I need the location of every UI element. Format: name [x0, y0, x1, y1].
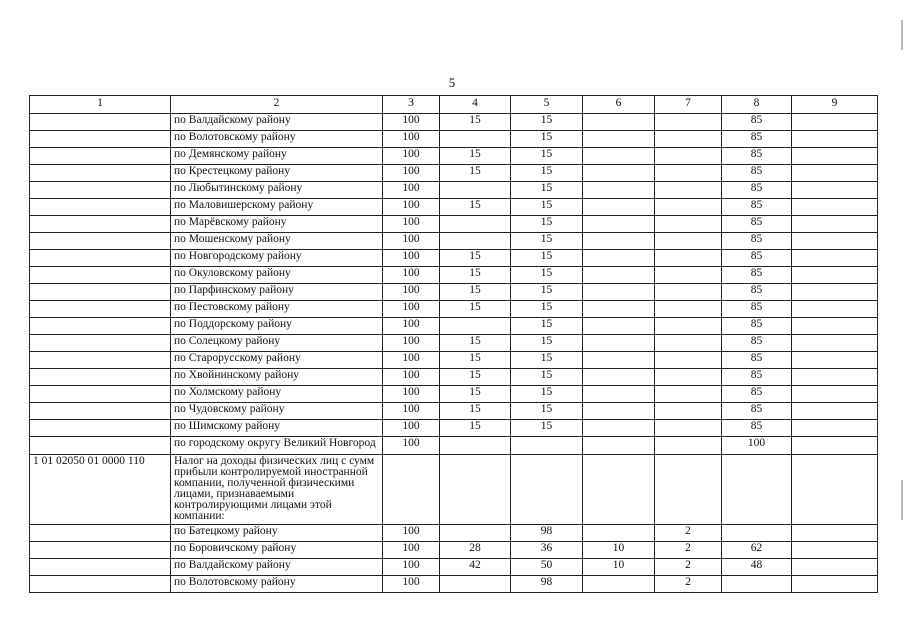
value-cell: 100 — [383, 437, 440, 455]
value-cell — [655, 386, 722, 403]
value-cell: 15 — [511, 165, 583, 182]
value-cell: 15 — [511, 233, 583, 250]
value-cell: 85 — [722, 267, 792, 284]
value-cell: 85 — [722, 250, 792, 267]
code-cell — [30, 267, 171, 284]
value-cell: 100 — [383, 216, 440, 233]
table-row — [30, 525, 878, 542]
name-cell: по Пестовскому району — [171, 301, 383, 318]
value-cell: 100 — [383, 403, 440, 420]
code-cell — [30, 284, 171, 301]
value-cell: 100 — [383, 386, 440, 403]
name-cell: по Мошенскому району — [171, 233, 383, 250]
value-cell — [792, 576, 878, 593]
value-cell — [440, 131, 511, 148]
code-cell — [30, 576, 171, 593]
value-cell: 15 — [511, 131, 583, 148]
code-cell — [30, 386, 171, 403]
value-cell — [792, 369, 878, 386]
value-cell — [583, 233, 655, 250]
value-cell — [792, 250, 878, 267]
value-cell: 85 — [722, 318, 792, 335]
value-cell: 10 — [583, 542, 655, 559]
table-row — [30, 148, 878, 165]
value-cell — [655, 165, 722, 182]
table-row — [30, 114, 878, 131]
column-header: 7 — [655, 96, 722, 114]
value-cell — [583, 114, 655, 131]
table-row — [30, 437, 878, 455]
table-row — [30, 250, 878, 267]
value-cell — [583, 369, 655, 386]
value-cell: 98 — [511, 525, 583, 542]
table-row — [30, 199, 878, 216]
value-cell — [655, 131, 722, 148]
value-cell: 15 — [440, 267, 511, 284]
scan-edge-mark — [901, 480, 903, 520]
value-cell — [792, 386, 878, 403]
value-cell: 15 — [440, 420, 511, 437]
value-cell — [792, 559, 878, 576]
value-cell: 85 — [722, 369, 792, 386]
value-cell — [583, 525, 655, 542]
value-cell — [792, 318, 878, 335]
value-cell: 100 — [383, 301, 440, 318]
value-cell: 10 — [583, 559, 655, 576]
value-cell — [722, 525, 792, 542]
value-cell — [792, 301, 878, 318]
code-cell — [30, 301, 171, 318]
value-cell — [792, 455, 878, 525]
value-cell — [383, 455, 440, 525]
table-row — [30, 182, 878, 199]
name-cell: по Новгородскому району — [171, 250, 383, 267]
value-cell: 100 — [383, 233, 440, 250]
value-cell — [655, 250, 722, 267]
table-row — [30, 542, 878, 559]
value-cell — [792, 284, 878, 301]
table-row — [30, 455, 878, 525]
value-cell: 15 — [440, 386, 511, 403]
value-cell: 100 — [383, 131, 440, 148]
value-cell — [440, 437, 511, 455]
table-row — [30, 131, 878, 148]
value-cell: 15 — [440, 148, 511, 165]
value-cell: 15 — [511, 267, 583, 284]
value-cell: 100 — [383, 165, 440, 182]
value-cell: 48 — [722, 559, 792, 576]
value-cell — [440, 576, 511, 593]
value-cell: 85 — [722, 165, 792, 182]
value-cell: 85 — [722, 335, 792, 352]
name-cell: по Маловишерскому району — [171, 199, 383, 216]
table-row — [30, 284, 878, 301]
value-cell: 15 — [440, 403, 511, 420]
value-cell — [792, 403, 878, 420]
table-row — [30, 420, 878, 437]
value-cell: 85 — [722, 148, 792, 165]
value-cell — [583, 267, 655, 284]
column-header: 8 — [722, 96, 792, 114]
value-cell — [655, 284, 722, 301]
value-cell: 85 — [722, 131, 792, 148]
table-row — [30, 352, 878, 369]
table-row — [30, 216, 878, 233]
value-cell: 15 — [511, 403, 583, 420]
value-cell: 15 — [440, 114, 511, 131]
value-cell: 85 — [722, 216, 792, 233]
value-cell — [655, 148, 722, 165]
table-row — [30, 576, 878, 593]
table-row — [30, 165, 878, 182]
code-cell — [30, 420, 171, 437]
value-cell — [583, 250, 655, 267]
value-cell — [583, 318, 655, 335]
value-cell — [655, 352, 722, 369]
name-cell: по Батецкому району — [171, 525, 383, 542]
scan-edge-mark — [901, 20, 903, 50]
value-cell: 15 — [440, 250, 511, 267]
value-cell — [583, 216, 655, 233]
value-cell: 85 — [722, 403, 792, 420]
name-cell: по Поддорскому району — [171, 318, 383, 335]
table-row — [30, 335, 878, 352]
name-cell: по Демянскому району — [171, 148, 383, 165]
value-cell: 15 — [440, 335, 511, 352]
code-cell — [30, 403, 171, 420]
name-cell: по Шимскому району — [171, 420, 383, 437]
value-cell — [440, 233, 511, 250]
name-cell: по Чудовскому району — [171, 403, 383, 420]
code-cell — [30, 114, 171, 131]
name-cell: по Солецкому району — [171, 335, 383, 352]
table-row — [30, 559, 878, 576]
value-cell — [583, 165, 655, 182]
value-cell: 28 — [440, 542, 511, 559]
value-cell: 15 — [511, 216, 583, 233]
code-cell — [30, 352, 171, 369]
value-cell: 100 — [383, 352, 440, 369]
value-cell — [440, 318, 511, 335]
value-cell — [792, 233, 878, 250]
table-row — [30, 386, 878, 403]
column-header: 5 — [511, 96, 583, 114]
value-cell: 100 — [383, 559, 440, 576]
value-cell: 100 — [383, 114, 440, 131]
name-cell: по Волотовскому району — [171, 131, 383, 148]
column-header: 2 — [171, 96, 383, 114]
name-cell: по Любытинскому району — [171, 182, 383, 199]
value-cell — [655, 199, 722, 216]
value-cell: 15 — [511, 284, 583, 301]
value-cell: 50 — [511, 559, 583, 576]
name-cell: по Парфинскому району — [171, 284, 383, 301]
value-cell — [583, 148, 655, 165]
value-cell — [792, 131, 878, 148]
value-cell — [583, 182, 655, 199]
value-cell: 98 — [511, 576, 583, 593]
value-cell — [722, 576, 792, 593]
code-cell — [30, 148, 171, 165]
value-cell: 100 — [383, 335, 440, 352]
value-cell — [655, 318, 722, 335]
value-cell: 85 — [722, 386, 792, 403]
code-cell — [30, 542, 171, 559]
value-cell — [792, 267, 878, 284]
value-cell: 15 — [440, 301, 511, 318]
value-cell — [792, 114, 878, 131]
value-cell: 15 — [511, 335, 583, 352]
name-cell: по Волотовскому району — [171, 576, 383, 593]
value-cell: 85 — [722, 284, 792, 301]
code-cell — [30, 216, 171, 233]
value-cell — [440, 216, 511, 233]
value-cell — [655, 114, 722, 131]
value-cell: 15 — [440, 352, 511, 369]
value-cell — [792, 525, 878, 542]
column-header: 4 — [440, 96, 511, 114]
value-cell: 85 — [722, 301, 792, 318]
value-cell — [583, 403, 655, 420]
value-cell — [655, 216, 722, 233]
code-cell — [30, 525, 171, 542]
column-header: 1 — [30, 96, 171, 114]
value-cell — [440, 182, 511, 199]
value-cell — [792, 542, 878, 559]
value-cell — [655, 182, 722, 199]
table-row — [30, 233, 878, 250]
table-row — [30, 267, 878, 284]
value-cell — [792, 216, 878, 233]
value-cell — [583, 576, 655, 593]
value-cell: 100 — [383, 542, 440, 559]
value-cell: 15 — [440, 369, 511, 386]
code-cell — [30, 199, 171, 216]
value-cell — [722, 455, 792, 525]
value-cell: 15 — [511, 352, 583, 369]
column-header: 6 — [583, 96, 655, 114]
value-cell: 100 — [722, 437, 792, 455]
value-cell — [655, 403, 722, 420]
code-cell — [30, 318, 171, 335]
value-cell: 15 — [511, 182, 583, 199]
value-cell — [583, 420, 655, 437]
value-cell: 100 — [383, 199, 440, 216]
value-cell: 100 — [383, 182, 440, 199]
value-cell: 100 — [383, 148, 440, 165]
value-cell: 85 — [722, 420, 792, 437]
name-cell: по Валдайскому району — [171, 114, 383, 131]
table-row — [30, 369, 878, 386]
table-row — [30, 403, 878, 420]
value-cell: 15 — [511, 199, 583, 216]
value-cell: 15 — [440, 199, 511, 216]
value-cell — [440, 455, 511, 525]
code-cell — [30, 369, 171, 386]
value-cell: 100 — [383, 369, 440, 386]
value-cell — [655, 233, 722, 250]
value-cell — [655, 420, 722, 437]
value-cell: 15 — [511, 369, 583, 386]
value-cell: 2 — [655, 525, 722, 542]
value-cell: 15 — [511, 148, 583, 165]
value-cell — [655, 267, 722, 284]
value-cell — [511, 455, 583, 525]
value-cell — [583, 386, 655, 403]
value-cell: 15 — [511, 250, 583, 267]
name-cell: Налог на доходы физических лиц с сумм прибыли контролируемой иностранной компании, полученной физическими лицами, признаваемыми контролирующими лицами этой компании: — [171, 455, 383, 525]
value-cell — [583, 284, 655, 301]
value-cell: 100 — [383, 267, 440, 284]
value-cell: 15 — [440, 165, 511, 182]
name-cell: по Старорусскому району — [171, 352, 383, 369]
value-cell: 2 — [655, 542, 722, 559]
value-cell: 85 — [722, 352, 792, 369]
page-number: 5 — [448, 75, 456, 90]
code-cell — [30, 131, 171, 148]
value-cell: 62 — [722, 542, 792, 559]
name-cell: по Холмскому району — [171, 386, 383, 403]
value-cell: 2 — [655, 576, 722, 593]
value-cell — [792, 352, 878, 369]
value-cell — [583, 352, 655, 369]
value-cell — [655, 455, 722, 525]
value-cell: 100 — [383, 525, 440, 542]
code-cell — [30, 182, 171, 199]
column-header: 3 — [383, 96, 440, 114]
value-cell — [583, 335, 655, 352]
value-cell: 85 — [722, 182, 792, 199]
name-cell: по Валдайскому району — [171, 559, 383, 576]
value-cell — [655, 335, 722, 352]
code-cell — [30, 233, 171, 250]
value-cell: 85 — [722, 233, 792, 250]
value-cell: 15 — [511, 114, 583, 131]
value-cell — [440, 525, 511, 542]
value-cell — [792, 165, 878, 182]
value-cell — [792, 420, 878, 437]
value-cell: 100 — [383, 284, 440, 301]
name-cell: по Хвойнинскому району — [171, 369, 383, 386]
value-cell: 15 — [511, 386, 583, 403]
code-cell: 1 01 02050 01 0000 110 — [30, 455, 171, 525]
value-cell — [792, 182, 878, 199]
value-cell — [583, 437, 655, 455]
budget-distribution-table — [29, 95, 878, 593]
value-cell — [583, 301, 655, 318]
value-cell — [583, 131, 655, 148]
value-cell — [792, 437, 878, 455]
value-cell — [511, 437, 583, 455]
value-cell: 15 — [440, 284, 511, 301]
value-cell: 100 — [383, 250, 440, 267]
name-cell: по Крестецкому району — [171, 165, 383, 182]
code-cell — [30, 335, 171, 352]
value-cell — [655, 437, 722, 455]
value-cell: 100 — [383, 318, 440, 335]
table-body — [30, 114, 878, 593]
value-cell — [583, 455, 655, 525]
value-cell: 100 — [383, 576, 440, 593]
table-row — [30, 301, 878, 318]
value-cell: 85 — [722, 114, 792, 131]
name-cell: по Окуловскому району — [171, 267, 383, 284]
value-cell: 15 — [511, 420, 583, 437]
code-cell — [30, 437, 171, 455]
value-cell: 15 — [511, 318, 583, 335]
value-cell — [655, 369, 722, 386]
table-row — [30, 318, 878, 335]
code-cell — [30, 165, 171, 182]
value-cell: 2 — [655, 559, 722, 576]
value-cell — [655, 301, 722, 318]
value-cell: 15 — [511, 301, 583, 318]
column-header: 9 — [792, 96, 878, 114]
column-number-row — [30, 96, 878, 114]
name-cell: по Марёвскому району — [171, 216, 383, 233]
value-cell — [792, 335, 878, 352]
value-cell: 36 — [511, 542, 583, 559]
value-cell — [792, 199, 878, 216]
value-cell — [792, 148, 878, 165]
code-cell — [30, 559, 171, 576]
value-cell: 85 — [722, 199, 792, 216]
code-cell — [30, 250, 171, 267]
value-cell — [583, 199, 655, 216]
value-cell: 100 — [383, 420, 440, 437]
value-cell: 42 — [440, 559, 511, 576]
name-cell: по Боровичскому району — [171, 542, 383, 559]
name-cell: по городскому округу Великий Новгород — [171, 437, 383, 455]
